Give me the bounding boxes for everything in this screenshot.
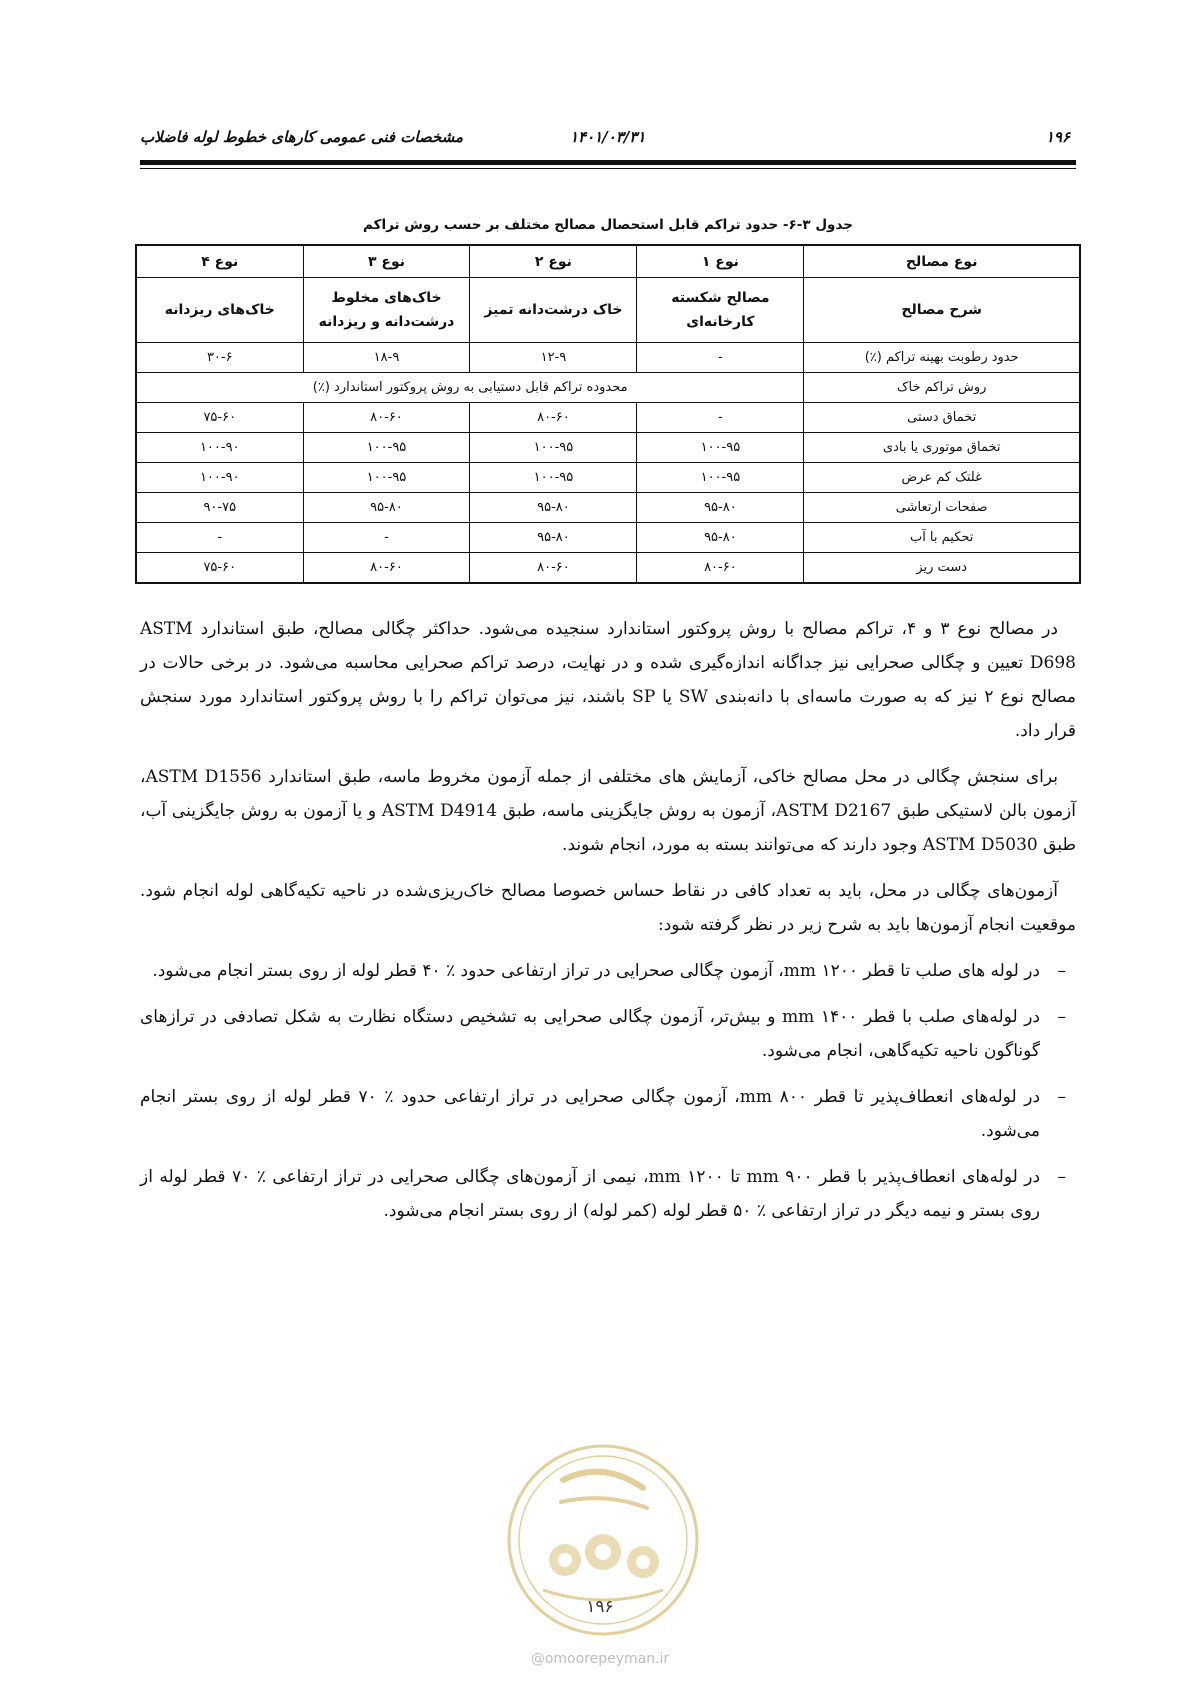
table-cell: ۸۰-۶۰	[637, 553, 804, 584]
list-item-text: در لوله‌های صلب با قطر ۱۴۰۰ mm و بیش‌تر، آزمون چگالی صحرایی به تشخیص دستگاه نظارت به شکل تصادفی در ترازهای گوناگون ناحیه تکیه‌گاهی، انجام می‌شود.	[140, 1007, 1040, 1061]
bullet-marker: –	[1057, 1007, 1066, 1027]
table-cell: ۹۵-۸۰	[470, 493, 637, 523]
table-cell: ۱۲-۹	[470, 343, 637, 373]
table-cell: ۱۰۰-۹۰	[136, 433, 303, 463]
method-name-cell: صفحات ارتعاشی	[804, 493, 1080, 523]
table-cell: ۱۸-۹	[303, 343, 470, 373]
table-cell: ۸۰-۶۰	[470, 553, 637, 584]
watermark-page-number: ۱۹۶	[586, 1597, 614, 1617]
bullet-marker: –	[1057, 1087, 1066, 1107]
table-cell: -	[637, 343, 804, 373]
table-cell: ۸۰-۶۰	[303, 403, 470, 433]
table-cell: ۹۰-۷۵	[136, 493, 303, 523]
table-moisture-row	[136, 343, 1080, 373]
method-name-cell: تخماق موتوری یا بادی	[804, 433, 1080, 463]
paragraph: در مصالح نوع ۳ و ۴، تراکم مصالح با روش پروکتور استاندارد سنجیده می‌شود. حداکثر چگالی مصالح، طبق استاندارد ASTM D698 تعیین و چگالی صحرایی نیز جداگانه اندازه‌گیری شده و در نهایت، درصد تراکم صحرایی محاسبه می‌شود. در برخی حالات در مصالح نوع ۲ نیز که به صورت ماسه‌ای با دانه‌بندی SW یا SP باشند، نیز می‌توان تراکم را با روش پروکتور استاندارد مورد سنجش قرار داد.	[140, 619, 1077, 741]
table-cell: ۸۰-۶۰	[470, 403, 637, 433]
header-rule-thin	[140, 168, 1076, 169]
table-cell: ۱۰۰-۹۵	[470, 433, 637, 463]
table-cell: ۹۵-۸۰	[637, 523, 804, 553]
method-name-cell: تحکیم با آب	[804, 523, 1080, 553]
table-cell: ۸۰-۶۰	[303, 553, 470, 584]
table-cell: -	[637, 403, 804, 433]
method-name-cell: تخماق دستی	[804, 403, 1080, 433]
header-page-number: ۱۹۶	[1045, 128, 1070, 146]
paragraph: برای سنجش چگالی در محل مصالح خاکی، آزمایش های مختلفی از جمله آزمون مخروط ماسه، طبق استاندارد ASTM D1556، آزمون بالن لاستیکی طبق ASTM D2167، آزمون به روش جایگزینی ماسه، طبق ASTM D4914 و یا آزمون به روش جایگزینی آب، طبق ASTM D5030 وجود دارند که می‌توانند بسته به مورد، انجام شوند.	[140, 767, 1076, 855]
table-cell: ۷۵-۶۰	[136, 553, 303, 584]
desc-cell: خاک‌های مخلوط درشت‌دانه و ریزدانه	[303, 278, 470, 343]
paragraph: آزمون‌های چگالی در محل، باید به تعداد کافی در نقاط حساس خصوصا مصالح خاک‌ریزی‌شده در ناحیه تکیه‌گاهی لوله انجام شود. موقعیت انجام آزمون‌ها باید به شرح زیر در نظر گرفته شود:	[140, 881, 1076, 935]
table-row	[136, 553, 1080, 584]
header-cell: نوع ۳	[303, 245, 470, 278]
header-cell: نوع ۴	[136, 245, 303, 278]
bullet-marker: –	[1057, 1167, 1066, 1187]
list-item	[140, 1000, 1076, 1068]
method-name-cell: غلتک کم عرض	[804, 463, 1080, 493]
table-caption: جدول ۳-۶- حدود تراکم قابل استحصال مصالح مختلف بر حسب روش تراکم	[363, 217, 853, 233]
table-header-row	[136, 245, 1080, 278]
desc-cell: شرح مصالح	[804, 278, 1080, 343]
table-cell: حدود رطوبت بهینه تراکم (٪)	[804, 343, 1080, 373]
table-row	[136, 463, 1080, 493]
desc-cell: خاک درشت‌دانه تمیز	[470, 278, 637, 343]
table-cell: ۹۵-۸۰	[637, 493, 804, 523]
table-cell: روش تراکم خاک	[804, 373, 1080, 403]
table-row	[136, 433, 1080, 463]
bullet-marker: –	[1057, 961, 1066, 981]
header-cell: نوع ۲	[470, 245, 637, 278]
table-merged-cell: محدوده تراکم قابل دستیابی به روش پروکتور استاندارد (٪)	[136, 373, 804, 403]
watermark-url: @omoorepeyman.ir	[530, 1651, 670, 1667]
list-item	[140, 954, 1076, 988]
table-cell: ۹۵-۸۰	[303, 493, 470, 523]
body-text	[140, 612, 1076, 1240]
table-cell: ۱۰۰-۹۵	[637, 463, 804, 493]
header-title: مشخصات فنی عمومی کارهای خطوط لوله فاضلاب	[140, 128, 464, 146]
page-header	[140, 128, 1076, 152]
header-cell: نوع ۱	[637, 245, 804, 278]
desc-cell: خاک‌های ریزدانه	[136, 278, 303, 343]
table-cell: -	[303, 523, 470, 553]
method-name-cell: دست ریز	[804, 553, 1080, 584]
table-description-row	[136, 278, 1080, 343]
table-row	[136, 493, 1080, 523]
list-item	[140, 1080, 1076, 1148]
list-item-text: در لوله‌های انعطاف‌پذیر تا قطر ۸۰۰ mm، آزمون چگالی صحرایی در تراز ارتفاعی حدود ٪ ۷۰ قطر لوله از روی بستر انجام می‌شود.	[140, 1087, 1041, 1141]
table-row	[136, 523, 1080, 553]
table-row	[136, 403, 1080, 433]
table-cell: ۱۰۰-۹۵	[303, 433, 470, 463]
table-method-row	[136, 373, 1080, 403]
bullet-list	[140, 954, 1076, 1228]
table-cell: ۹۵-۸۰	[470, 523, 637, 553]
table-cell: ۱۰۰-۹۵	[303, 463, 470, 493]
list-item-text: در لوله های صلب تا قطر ۱۲۰۰ mm، آزمون چگالی صحرایی در تراز ارتفاعی حدود ٪ ۴۰ قطر لوله از روی بستر انجام می‌شود.	[152, 961, 1040, 981]
header-rule-thick	[140, 160, 1076, 165]
header-date: ۱۴۰۱/۰۳/۳۱	[570, 128, 646, 146]
table-cell: -	[136, 523, 303, 553]
desc-cell: مصالح شکسته کارخانه‌ای	[637, 278, 804, 343]
table-data-rows	[136, 403, 1080, 584]
table-cell: ۷۵-۶۰	[136, 403, 303, 433]
list-item	[140, 1160, 1076, 1228]
compaction-table	[135, 244, 1081, 584]
list-item-text: در لوله‌های انعطاف‌پذیر با قطر ۹۰۰ mm تا ۱۲۰۰ mm، نیمی از آزمون‌های چگالی صحرایی در تراز ارتفاعی ٪ ۷۰ قطر لوله از روی بستر و نیمه دیگر در تراز ارتفاعی ٪ ۵۰ قطر لوله (کمر لوله) از روی بستر انجام می‌شود.	[140, 1167, 1041, 1221]
table-cell: ۱۰۰-۹۵	[470, 463, 637, 493]
table-cell: ۱۰۰-۹۵	[637, 433, 804, 463]
table-cell: ۳۰-۶	[136, 343, 303, 373]
table-cell: ۱۰۰-۹۰	[136, 463, 303, 493]
header-cell: نوع مصالح	[804, 245, 1080, 278]
